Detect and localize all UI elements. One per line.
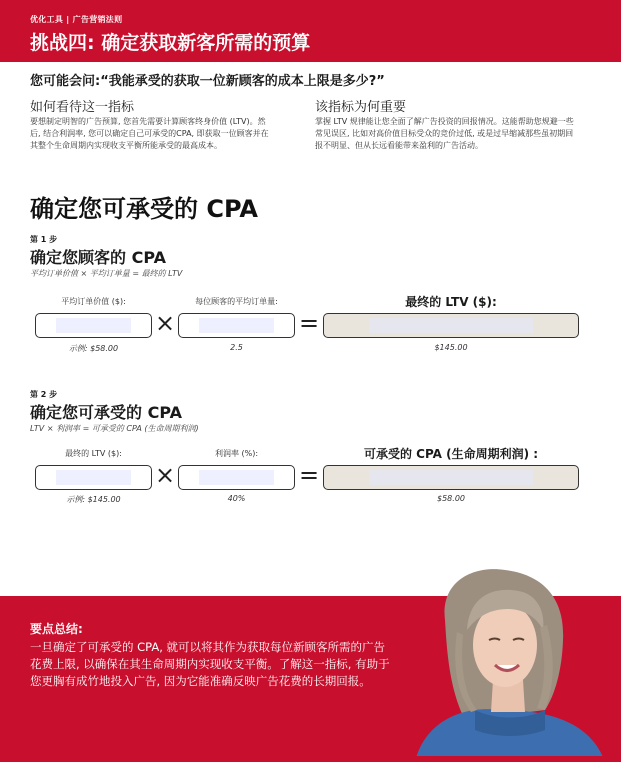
ltv-result-field[interactable]	[323, 313, 579, 338]
summary-title: 要点总结:	[30, 622, 83, 636]
cpa-result-field[interactable]	[323, 465, 579, 490]
step2-formula: LTV × 利润率 = 可承受的 CPA (生命周期利润)	[30, 424, 199, 433]
step2-result-label: 可承受的 CPA (生命周期利润) :	[363, 447, 539, 461]
step2-example1: 示例: $145.00	[66, 495, 121, 504]
step2-example2: 40%	[227, 494, 246, 503]
step2-field1-label: 最终的 LTV ($):	[65, 449, 122, 458]
times-icon: ×	[154, 309, 176, 337]
left-col-body: 要想制定明智的广告预算, 您首先需要计算顾客终身价值 (LTV)。然后, 结合利润率, 您可以确定自己可承受的CPA, 即获取一位顾客并在其整个生命周期内实现收支平衡所能承受的最高成本。	[30, 117, 269, 150]
question-text: 您可能会问:“我能承受的获取一位新顾客的成本上限是多少?”	[30, 74, 385, 89]
avg-order-value-input[interactable]	[35, 313, 152, 338]
page-title: 挑战四: 确定获取新客所需的预算	[30, 32, 311, 54]
step1-field2-label: 每位顾客的平均订单量:	[195, 297, 278, 306]
eyebrow-text: 优化工具 | 广告营销法则	[30, 15, 123, 24]
woman-photo	[405, 560, 621, 762]
left-col-heading: 如何看待这一指标	[30, 100, 135, 115]
step1-result-label: 最终的 LTV ($):	[405, 295, 497, 309]
step1-field1-label: 平均订单价值 ($):	[61, 297, 126, 306]
equals-icon: =	[298, 309, 320, 337]
step1-formula: 平均订单价值 × 平均订单量 = 最终的 LTV	[30, 269, 183, 278]
right-col-body: 掌握 LTV 规律能让您全面了解广告投资的回报情况。这能帮助您规避一些常见误区, 比如对高价值目标受众的竞价过低, 或是过早缩减那些虽初期回报不明显、但从长远看能带来盈利的广告活动。	[315, 117, 574, 150]
step2-example-result: $58.00	[437, 494, 465, 503]
right-col-heading: 该指标为何重要	[315, 100, 407, 115]
step2-field2-label: 利润率 (%):	[214, 449, 259, 458]
step1-example2: 2.5	[230, 343, 243, 352]
ltv-input[interactable]	[35, 465, 152, 490]
step2-title: 确定您可承受的 CPA	[30, 403, 182, 422]
equals-icon: =	[298, 461, 320, 489]
step1-label: 第 1 步	[30, 235, 58, 244]
step1-example1: 示例: $58.00	[68, 344, 119, 353]
times-icon: ×	[154, 461, 176, 489]
step1-example-result: $145.00	[434, 343, 468, 352]
step1-title: 确定您顾客的 CPA	[30, 248, 166, 267]
avg-order-count-input[interactable]	[178, 313, 295, 338]
step2-label: 第 2 步	[30, 390, 58, 399]
section-title: 确定您可承受的 CPA	[30, 195, 258, 223]
summary-body: 一旦确定了可承受的 CPA, 就可以将其作为获取每位新顾客所需的广告花费上限, 以确保在其生命周期内实现收支平衡。了解这一指标, 有助于您更胸有成竹地投入广告, 因为它能准确反映广告花费的长期回报。	[30, 640, 390, 688]
profit-margin-input[interactable]	[178, 465, 295, 490]
